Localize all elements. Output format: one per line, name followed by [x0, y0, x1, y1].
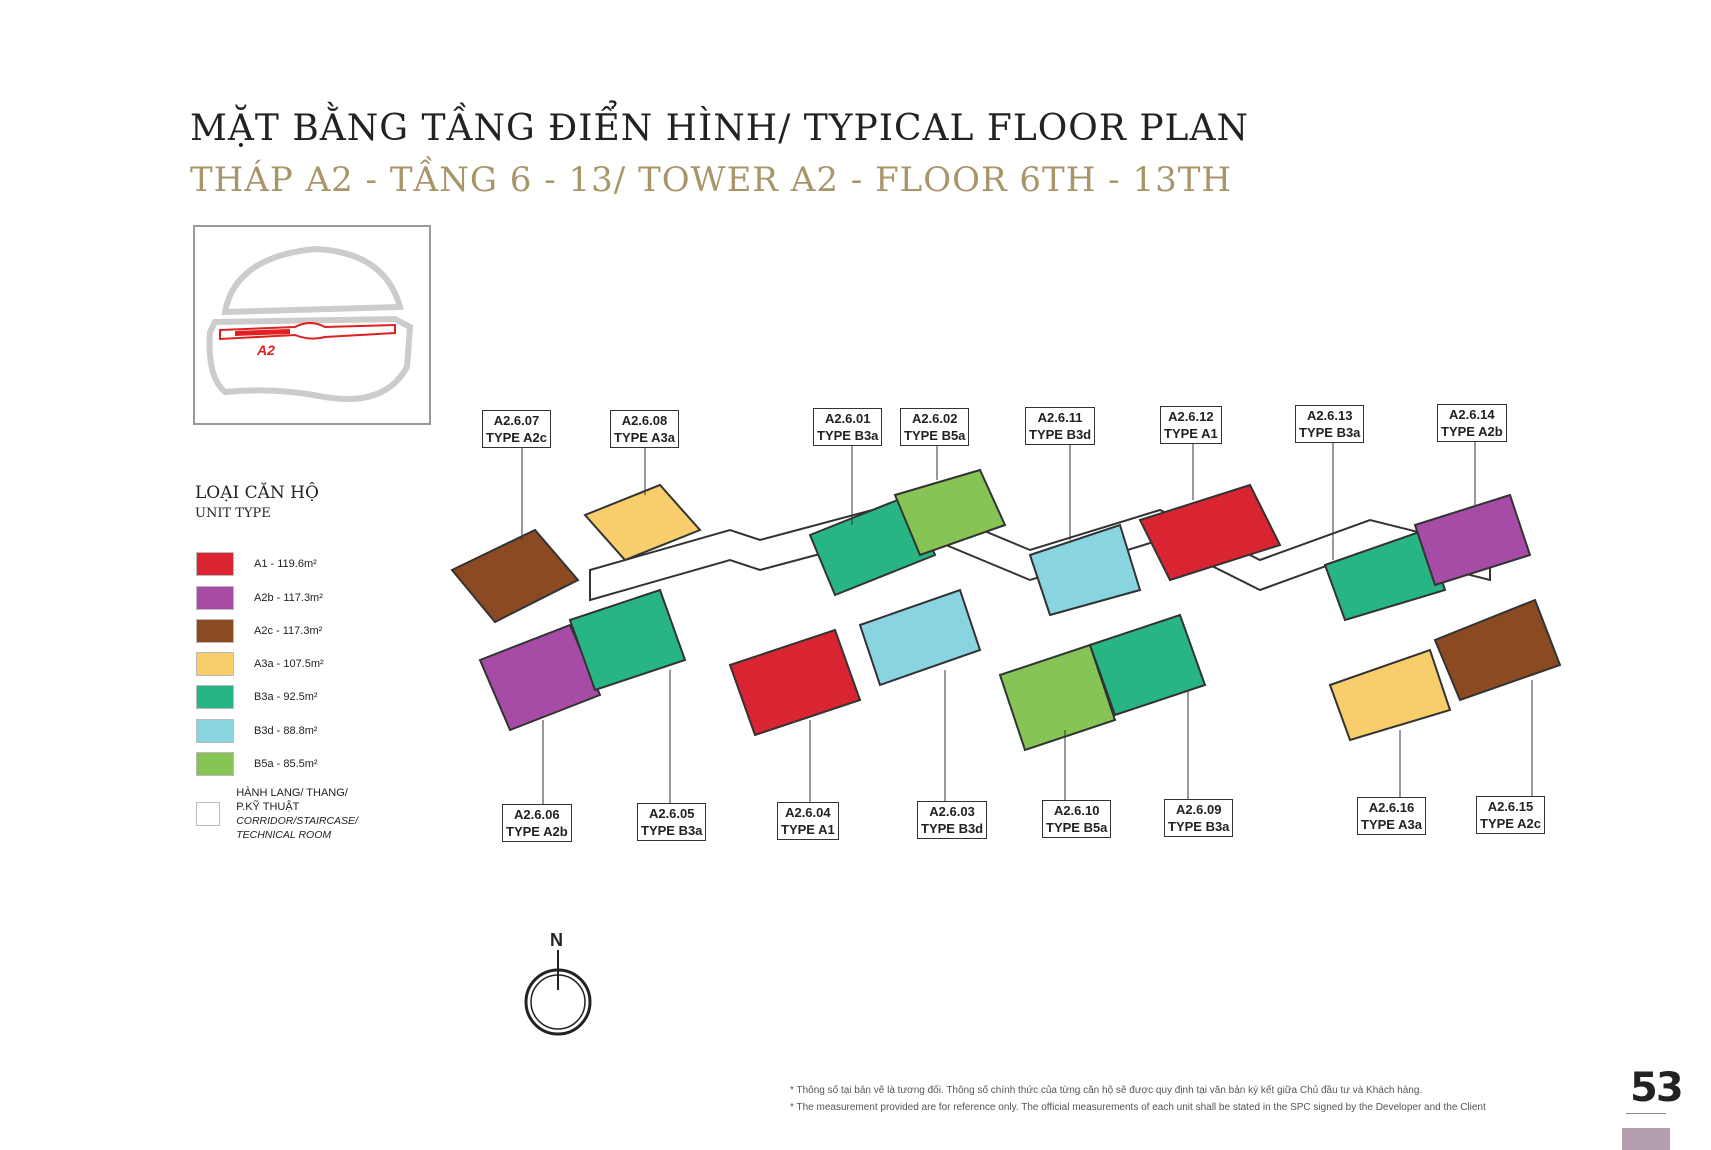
legend-label: A2c - 117.3m² — [254, 625, 323, 637]
page-number: 53 — [1630, 1065, 1682, 1111]
disclaimer-note-vn: * Thông số tại bản vẽ là tương đối. Thông số chính thức của từng căn hộ sẽ được quy định tại văn bản ký kết giữa Chủ đầu tư và Khách hàng. — [790, 1085, 1423, 1096]
legend-item-corridor — [196, 786, 372, 842]
unit-label: A2.6.07 TYPE A2c — [482, 410, 551, 448]
legend-swatch — [196, 552, 234, 576]
unit-block-a2-6-04 — [730, 630, 860, 735]
unit-label: A2.6.08 TYPE A3a — [610, 410, 679, 448]
legend-swatch — [196, 619, 234, 643]
unit-label: A2.6.14 TYPE A2b — [1437, 404, 1507, 442]
unit-label: A2.6.10 TYPE B5a — [1042, 800, 1111, 838]
unit-label: A2.6.12 TYPE A1 — [1160, 406, 1222, 444]
unit-block-a2-6-16 — [1330, 650, 1450, 740]
legend-label: A1 - 119.6m² — [254, 558, 317, 570]
unit-label: A2.6.16 TYPE A3a — [1357, 797, 1426, 835]
page-title: MẶT BẰNG TẦNG ĐIỂN HÌNH/ TYPICAL FLOOR PLAN — [190, 108, 1249, 149]
legend-swatch — [196, 802, 220, 826]
unit-block-a2-6-07 — [452, 530, 578, 622]
unit-label: A2.6.06 TYPE A2b — [502, 804, 572, 842]
page-subtitle: THÁP A2 - TẦNG 6 - 13/ TOWER A2 - FLOOR 6TH - 13TH — [190, 160, 1233, 200]
key-map-tower-label: A2 — [257, 342, 275, 358]
legend-label: B5a - 85.5m² — [254, 758, 318, 770]
legend-item-b3a — [196, 685, 318, 709]
legend-swatch — [196, 752, 234, 776]
legend-item-a2b — [196, 586, 323, 610]
legend-item-a3a — [196, 652, 324, 676]
legend-corridor-en: CORRIDOR/STAIRCASE/ TECHNICAL ROOM — [236, 815, 358, 841]
unit-block-a2-6-11 — [1030, 525, 1140, 615]
unit-block-a2-6-03 — [860, 590, 980, 685]
legend-swatch — [196, 586, 234, 610]
page-accent-bar — [1622, 1128, 1670, 1150]
unit-block-a2-6-14 — [1415, 495, 1530, 585]
legend-item-b3d — [196, 719, 318, 743]
unit-label: A2.6.05 TYPE B3a — [637, 803, 706, 841]
unit-label: A2.6.13 TYPE B3a — [1295, 405, 1364, 443]
unit-label: A2.6.11 TYPE B3d — [1025, 407, 1095, 445]
unit-label: A2.6.15 TYPE A2c — [1476, 796, 1545, 834]
legend-item-a1 — [196, 552, 317, 576]
unit-label: A2.6.02 TYPE B5a — [900, 408, 969, 446]
legend-label: A2b - 117.3m² — [254, 592, 323, 604]
page-number-rule — [1626, 1113, 1666, 1114]
legend-label: B3d - 88.8m² — [254, 725, 318, 737]
unit-label: A2.6.04 TYPE A1 — [777, 802, 839, 840]
unit-label: A2.6.01 TYPE B3a — [813, 408, 882, 446]
compass-north-label: N — [550, 930, 563, 950]
unit-block-a2-6-15 — [1435, 600, 1560, 700]
legend-title: LOẠI CĂN HỘ — [195, 483, 319, 503]
legend-item-a2c — [196, 619, 322, 643]
floor-plan — [440, 400, 1620, 860]
north-compass-icon — [523, 930, 593, 1040]
legend-subtitle: UNIT TYPE — [195, 506, 271, 521]
legend-item-b5a — [196, 752, 318, 776]
legend-corridor-vn: HÀNH LANG/ THANG/ P.KỸ THUẬT — [236, 787, 348, 813]
legend-label: A3a - 107.5m² — [254, 658, 324, 670]
unit-label: A2.6.03 TYPE B3d — [917, 801, 987, 839]
unit-label: A2.6.09 TYPE B3a — [1164, 799, 1233, 837]
legend-swatch — [196, 719, 234, 743]
legend-swatch — [196, 652, 234, 676]
legend-label: B3a - 92.5m² — [254, 691, 318, 703]
disclaimer-note-en: * The measurement provided are for reference only. The official measurements of each unit shall be stated in the SPC signed by the Developer and the Client — [790, 1102, 1486, 1113]
site-key-map — [193, 225, 431, 425]
legend-swatch — [196, 685, 234, 709]
